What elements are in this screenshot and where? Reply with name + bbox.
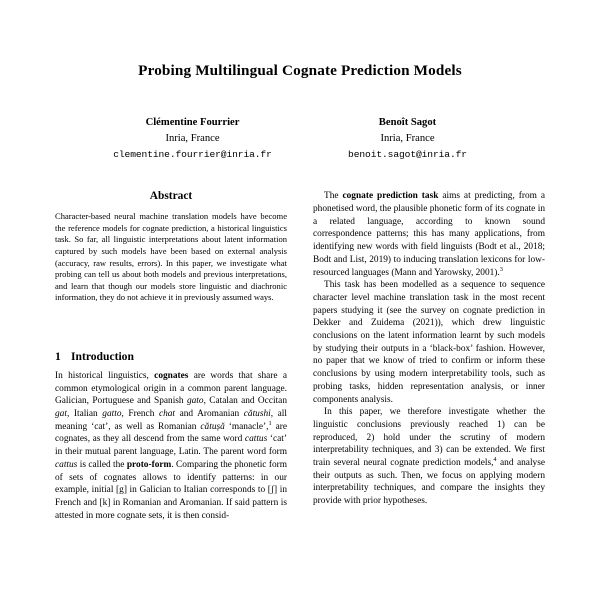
emphasis-bold: cognates [154,370,189,381]
column-spacer [55,304,287,350]
emphasis-italic: cattus [55,459,78,470]
author-email[interactable]: clementine.fourrier@inria.fr [113,148,272,160]
footnote-marker: 4 [493,455,497,463]
paragraph-right-1 [313,190,545,279]
emphasis-italic: cattus [244,434,268,445]
text-run: ‘cat’ in their mutual parent language, Latin. The parent word form [55,434,287,458]
footnote-marker: 1 [268,419,272,427]
text-run: . Comparing the phonetic form of sets of cognates allows to identify patterns: in our example, initial [g] in Galician to Italian corresponds to [ʃ] in French and [k] in Romanian and Aromanian. If said pattern is attested in more cognate sets, it is then consid- [55,459,287,521]
text-run: In historical linguistics, [55,370,155,381]
left-column [55,190,287,522]
author-affiliation: Inria, France [165,132,220,144]
paragraph-right-3 [313,406,545,508]
section-heading-introduction [55,350,287,363]
author-name: Benoît Sagot [378,117,437,129]
author-entry-0 [85,115,300,162]
author-affiliation: Inria, France [380,132,435,144]
emphasis-italic: chat [158,409,176,420]
emphasis-italic: cătușă [200,421,225,432]
text-run: and analyse their outputs as such. Then, we focus on applying modern interpretability techniques, and compare the insights they provide with prior hypotheses. [313,458,545,507]
text-run: , French [121,409,159,420]
section-title: Introduction [71,349,134,363]
author-list [55,115,545,162]
author-name: Clémentine Fourrier [145,117,240,129]
text-run: is called the [77,459,127,470]
text-run: , Italian [66,409,103,420]
abstract-text: Character-based neural machine translation models have become the reference models for cognate prediction, a historical linguistics task. So far, all linguistic interpretations about latent information captured by such models have been based on external analysis (accuracy, raw results, errors). In this paper, we investigate what probing can tell us about both models and previous interpretations, and learn that though our models store linguistic and diachronic information, they do not achieve it in previously assumed ways. [55,211,287,303]
emphasis-italic: gatto [102,409,122,420]
section-number: 1 [55,349,61,363]
emphasis-italic: gato [186,396,204,407]
text-run: are cognates, as they all descend from the same word [55,421,287,445]
author-entry-1 [300,115,515,162]
right-column [313,190,545,522]
text-run: In this paper, we therefore investigate whether the linguistic conclusions previously reached 1) can be reproduced, 2) hold under the scrutiny of modern interpretability techniques, and 3) can be extended. We first train several neural cognate prediction models, [313,407,545,469]
text-run: and Aromanian [175,409,244,420]
footnote-marker: 3 [499,265,503,273]
text-run: ‘manacle’, [224,421,269,432]
author-email[interactable]: benoit.sagot@inria.fr [348,148,467,160]
text-run: , all meaning ‘cat’, as well as Romanian [55,409,287,432]
body-columns [55,190,545,522]
emphasis-italic: gat [55,409,67,420]
emphasis-bold: proto-form [126,459,172,470]
text-run: , Catalan and Occitan [203,396,287,407]
paper-title: Probing Multilingual Cognate Prediction Models [138,62,462,79]
text-run: aims at predicting, from a phonetised word, the plausible phonetic form of its cognate in a related language, according to known sound correspondence patterns; this has many applications, from identifying new words with field linguists (Bodt et al., 2018; Bodt and List, 2019) to inducing translation lexicons for low-resourced languages (Mann and Yarowsky, 2001). [313,191,545,278]
abstract-heading: Abstract [149,190,193,203]
emphasis-bold: cognate prediction task [342,191,439,202]
paragraph-right-2 [313,279,545,406]
text-run: This task has been modelled as a sequence to sequence character level machine translation task in the most recent papers studying it (see the survey on cognate prediction in Dekker and Zuidema (2021)), which drew linguistic conclusions on the latent information learnt by such models by studying their outputs in a ‘black-box’ fashion. However, no paper that we know of tried to confirm or inform these conclusions by using modern interpretability tools, such as probing tasks, hidden representation analysis, or inner components analysis. [313,280,545,405]
paragraph-intro-1 [55,370,287,522]
emphasis-italic: cătushi [243,409,271,420]
text-run: The [324,191,343,202]
text-run: are words that share a common etymological origin in a common parent language. Galician, Portuguese and Spanish [55,370,287,407]
